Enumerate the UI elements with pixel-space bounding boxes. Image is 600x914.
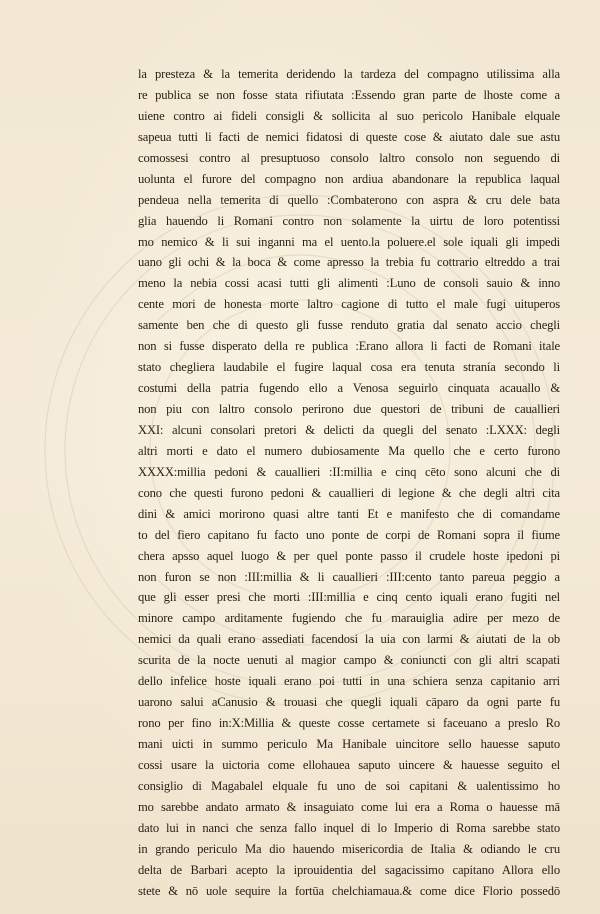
text-line: pendeua nella temerita di quello :Combaterono con aspra & cru dele bata — [138, 192, 560, 207]
text-line: que gli esser presi che morti :III:millia e cinq cento iquali erano fugiti nel — [138, 590, 560, 605]
text-line: mo sarebbe andato armato & insaguiato come lui era a Roma o hauesse mā — [138, 799, 560, 814]
text-line: stete & nō uole sequire la fortūa chelchiamaua.& come dice Florio possedō — [138, 883, 560, 898]
text-line: glia hauendo li Romani contro non solamente la uirtu de loro potentissi — [138, 213, 560, 228]
text-line: meno la nebia cossi acasi tutti gli alimenti :Luno de consoli sauio & inno — [138, 276, 560, 291]
text-line: costumi della patria fugendo ello a Venosa seguirlo cinquata acauallo & — [138, 381, 560, 396]
text-line: altri morti e dato el numero dubiosamente Ma quello che e certo furono — [138, 443, 560, 458]
text-line: nemici da quali erano assediati facendosi la uia con larmi & aiutati de la ob — [138, 632, 560, 647]
text-line: dello infelice hoste iquali erano poi tutti in una schiera senza capitanio arri — [138, 674, 560, 689]
text-line: XXXX:millia pedoni & cauallieri :II:millia e cinq cēto sono alcuni che di — [138, 464, 560, 479]
text-line: mani uicti in summo periculo Ma Hanibale uincitore sello hauesse saputo — [138, 737, 560, 751]
text-line: uolunta el furore del compagno non ardiua abandonare la republica laqual — [138, 171, 560, 186]
text-line: to del fiero capitano fu facto uno ponte de corpi de Romani sopra il fiume — [138, 527, 560, 542]
text-line: XXI: alcuni consolari pretori & delicti da quegli del senato :LXXX: degli — [138, 422, 560, 437]
text-line: non piu con laltro consolo perirono due questori de tribuni de cauallieri — [138, 402, 560, 416]
text-line: non furon se non :III:millia & li cauallieri :III:cento tanto pareua peggio a — [138, 569, 560, 584]
text-line: rono per fino in:X:Millia & queste cosse certamete si faceuano a preslo Ro — [138, 716, 560, 731]
text-line: re publica se non fosse stata rifiutata :Essendo gran parte de lhoste come a — [138, 87, 560, 102]
text-line: in grando periculo Ma dio hauendo misericordia de Italia & odiando le cru — [138, 841, 560, 856]
text-line: sapeua tutti li facti de nemici fidatosi di queste cose & aiutato dale sue astu — [138, 129, 560, 144]
text-block — [138, 64, 560, 902]
text-line: cente mori de honesta morte laltro cagione di tutto el male fugi uituperos — [138, 297, 560, 312]
text-line: stato chegliera laudabile el fugire laqual cosa era tenuta stranía secondo li — [138, 360, 560, 375]
text-line: cossi usare la uictoria come ellohauea saputo uincere & hauesse seguito el — [138, 757, 560, 772]
text-line: la presteza & la temerita deridendo la tardeza del compagno utilissima alla — [138, 67, 560, 81]
text-line: consiglio di Magabalel elquale fu uno de soi capitani & ualentissimo ho — [138, 778, 560, 793]
text-line: uiene contro ai fideli consigli & sollicita al suo pericolo Hanibale elquale — [138, 108, 560, 123]
text-line: dini & amici morirono quasi altre tanti Et e manifesto che di comandame — [138, 506, 560, 521]
text-line: uarono salui aCanusio & trouasi che quegli iquali cāparo da ogni parte fu — [138, 695, 560, 710]
text-line: minore campo arditamente fugiendo che fu marauiglia adire per mezo de — [138, 611, 560, 626]
text-line: dato lui in nanci che senza fallo inquel di lo Imperio di Roma sarebbe stato — [138, 820, 560, 835]
text-line: scurita de la nocte uenuti al magior campo & coniuncti con gli altri scapati — [138, 653, 560, 668]
text-line: cono che questi furono pedoni & cauallieri di legione & che degli altri cita — [138, 485, 560, 500]
text-line: mo nemico & li sui inganni ma el uento.la poluere.el sole iquali gli impedi — [138, 234, 560, 249]
text-line: samente ben che di questo gli fusse renduto gratia dal senato accio chegli — [138, 318, 560, 333]
text-line: chera apsso aquel luogo & per quel ponte passo il crudele hoste ipedoni pi — [138, 548, 560, 563]
text-line: uano gli ochi & la boca & come apresso la trebia fu cottrario eltreddo a trai — [138, 255, 560, 270]
text-line: comossesi contro al presuptuoso consolo laltro consolo non seguendo di — [138, 150, 560, 165]
text-line: non si fusse disperato della re publica :Erano allora li facti de Romani itale — [138, 339, 560, 354]
text-line: delta de Barbari acepto la iprouidentia del sagacissimo capitano Allora ello — [138, 862, 560, 877]
